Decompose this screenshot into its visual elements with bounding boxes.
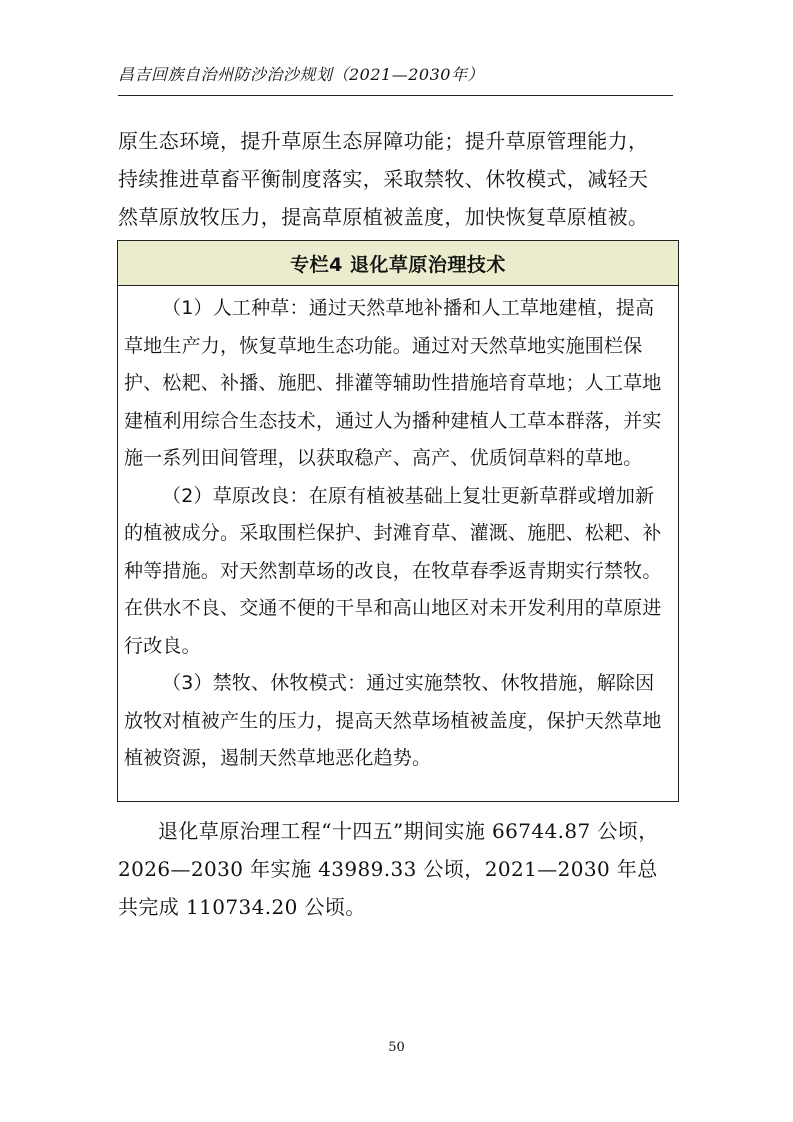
page-number: 50 <box>388 1040 405 1055</box>
intro-line: 持续推进草畜平衡制度落实，采取禁牧、休牧模式，减轻天 <box>118 167 649 191</box>
box-paragraph-grassland-improvement: （2）草原改良：在原有植被基础上复壮更新草群或增加新的植被成分。采取围栏保护、封滩育草、灌溉、施肥、松耙、补种等措施。对天然割草场的改良，在牧草春季返青期实行禁牧。在供水不良、交通不便的干旱和高山地区对未开发利用的草原进行改良。 <box>124 484 662 657</box>
intro-line: 原生态环境，提升草原生态屏障功能；提升草原管理能力， <box>118 129 649 153</box>
column-box-title: 专栏4 退化草原治理技术 <box>118 241 678 286</box>
box-paragraph-grazing-ban: （3）禁牧、休牧模式：通过实施禁牧、休牧措施，解除因放牧对植被产生的压力，提高天然草场植被盖度，保护天然草地植被资源，遏制天然草地恶化趋势。 <box>124 672 662 769</box>
box-paragraph-artificial-grass: （1）人工种草：通过天然草地补播和人工草地建植，提高草地生产力，恢复草地生态功能。通过对天然草地实施围栏保护、松耙、补播、施肥、排灌等辅助性措施培育草地；人工草地建植利用综合生态技术，通过人为播种建植人工草本群落，并实施一系列田间管理，以获取稳产、高产、优质饲草料的草地。 <box>124 297 662 469</box>
running-header: 昌吉回族自治州防沙治沙规划（2021—2030年） <box>118 65 484 84</box>
column-box-body <box>118 286 678 778</box>
column-box <box>117 240 679 802</box>
header-divider <box>118 95 673 96</box>
summary-paragraph: 退化草原治理工程“十四五”期间实施 66744.87 公顷，2026—2030 年实施 43989.33 公顷，2021—2030 年总共完成 110734.20 公顷。 <box>118 819 659 919</box>
intro-line: 然草原放牧压力，提高草原植被盖度，加快恢复草原植被。 <box>118 205 649 229</box>
